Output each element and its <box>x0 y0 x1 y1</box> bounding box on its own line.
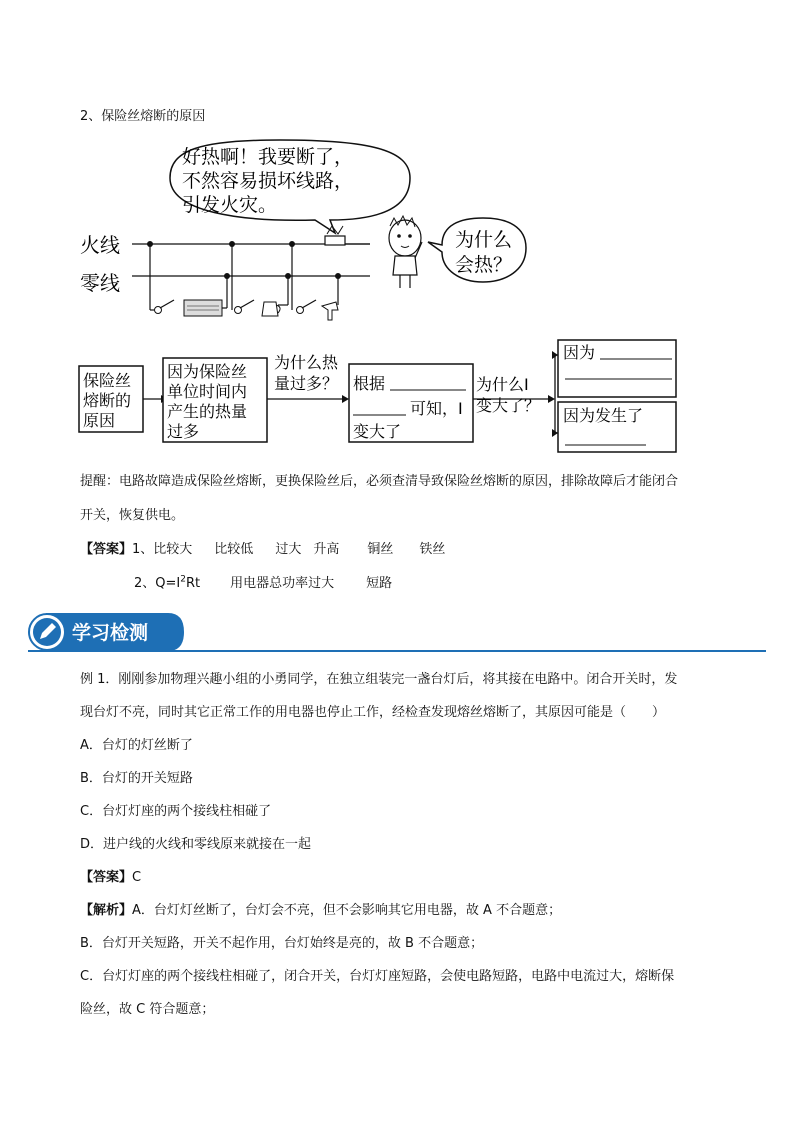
section-header-badge <box>28 613 184 651</box>
hair-dryer-icon <box>322 302 338 320</box>
svg-text:变大了？: 变大了？ <box>476 396 541 415</box>
svg-text:产生的热量: 产生的热量 <box>167 402 248 421</box>
svg-text:因为保险丝: 因为保险丝 <box>167 362 248 381</box>
reminder-line2: 开关，恢复供电。 <box>80 508 185 523</box>
analysis-line3: C．台灯灯座的两个接线柱相碰了，闭合开关，台灯灯座短路，会使电路短路，电路中电流过大，熔断保 <box>80 969 675 984</box>
svg-text:因为发生了: 因为发生了 <box>563 406 644 425</box>
svg-text:单位时间内: 单位时间内 <box>167 382 248 401</box>
option-a: A．台灯的灯丝断了 <box>80 738 193 753</box>
section-header-title: 学习检测 <box>72 622 149 644</box>
boy-bubble-line1: 为什么 <box>455 229 513 251</box>
svg-text:量过多？: 量过多？ <box>274 374 339 393</box>
svg-text:熔断的: 熔断的 <box>83 391 132 410</box>
svg-text:过多: 过多 <box>167 422 200 441</box>
flow-chart <box>70 333 690 458</box>
answer3-row: 【答案】C <box>80 870 142 885</box>
fuse-bubble-line1: 好热啊！我要断了， <box>182 146 354 168</box>
flow-question1: 为什么热 <box>274 353 339 372</box>
live-wire-label: 火线 <box>80 233 120 257</box>
question-line2: 现台灯不亮，同时其它正常工作的用电器也停止工作，经检查发现熔丝熔断了，其原因可能是（ ） <box>80 705 666 720</box>
svg-text:可知，I: 可知，I <box>410 399 463 418</box>
boy-bubble-line2: 会热？ <box>455 254 513 276</box>
option-c: C．台灯灯座的两个接线柱相碰了 <box>80 804 272 819</box>
neutral-wire-label: 零线 <box>80 271 120 295</box>
answer1-row: 【答案】1、比较大 比较低 过大 升高 铜丝 铁丝 <box>80 542 446 557</box>
question-line1: 例 1．刚刚参加物理兴趣小组的小勇同学，在独立组装完一盏台灯后，将其接在电路中。闭合开关时，发 <box>80 672 678 687</box>
answer2-row: 2、$Q=I^2Rt$ 用电器总功率过大 短路 <box>134 574 393 591</box>
reminder-line1: 提醒：电路故障造成保险丝熔断，更换保险丝后，必须查清导致保险丝熔断的原因，排除故障后才能闭合 <box>80 474 679 489</box>
fuse-icon <box>325 236 345 245</box>
circuit-illustration <box>70 130 550 330</box>
analysis-line4: 险丝，故 C 符合题意； <box>80 1002 215 1017</box>
section-title: 2、保险丝熔断的原因 <box>80 109 206 124</box>
svg-text:保险丝: 保险丝 <box>83 371 132 390</box>
svg-text:变大了: 变大了 <box>353 422 402 441</box>
answer1-label: 【答案】 <box>80 542 133 557</box>
svg-text:根据: 根据 <box>353 374 386 393</box>
analysis-line1: 【解析】A．台灯灯丝断了，台灯会不亮，但不会影响其它用电器，故 A 不合题意； <box>80 903 562 918</box>
analysis-line2: B．台灯开关短路，开关不起作用，台灯始终是亮的，故 B 不合题意； <box>80 936 484 951</box>
svg-text:因为: 因为 <box>563 343 596 362</box>
flow-question2: 为什么I <box>476 375 529 394</box>
fuse-bubble-line3: 引发火灾。 <box>182 194 278 216</box>
kettle-icon <box>262 302 278 316</box>
fuse-bubble-line2: 不然容易损坏线路， <box>182 170 354 192</box>
boy-cartoon-icon <box>389 216 422 288</box>
option-d: D．进户线的火线和零线原来就接在一起 <box>80 837 312 852</box>
air-conditioner-icon <box>184 300 222 316</box>
option-b: B．台灯的开关短路 <box>80 771 193 786</box>
svg-text:原因: 原因 <box>83 411 116 430</box>
section-header-rule <box>28 650 766 652</box>
